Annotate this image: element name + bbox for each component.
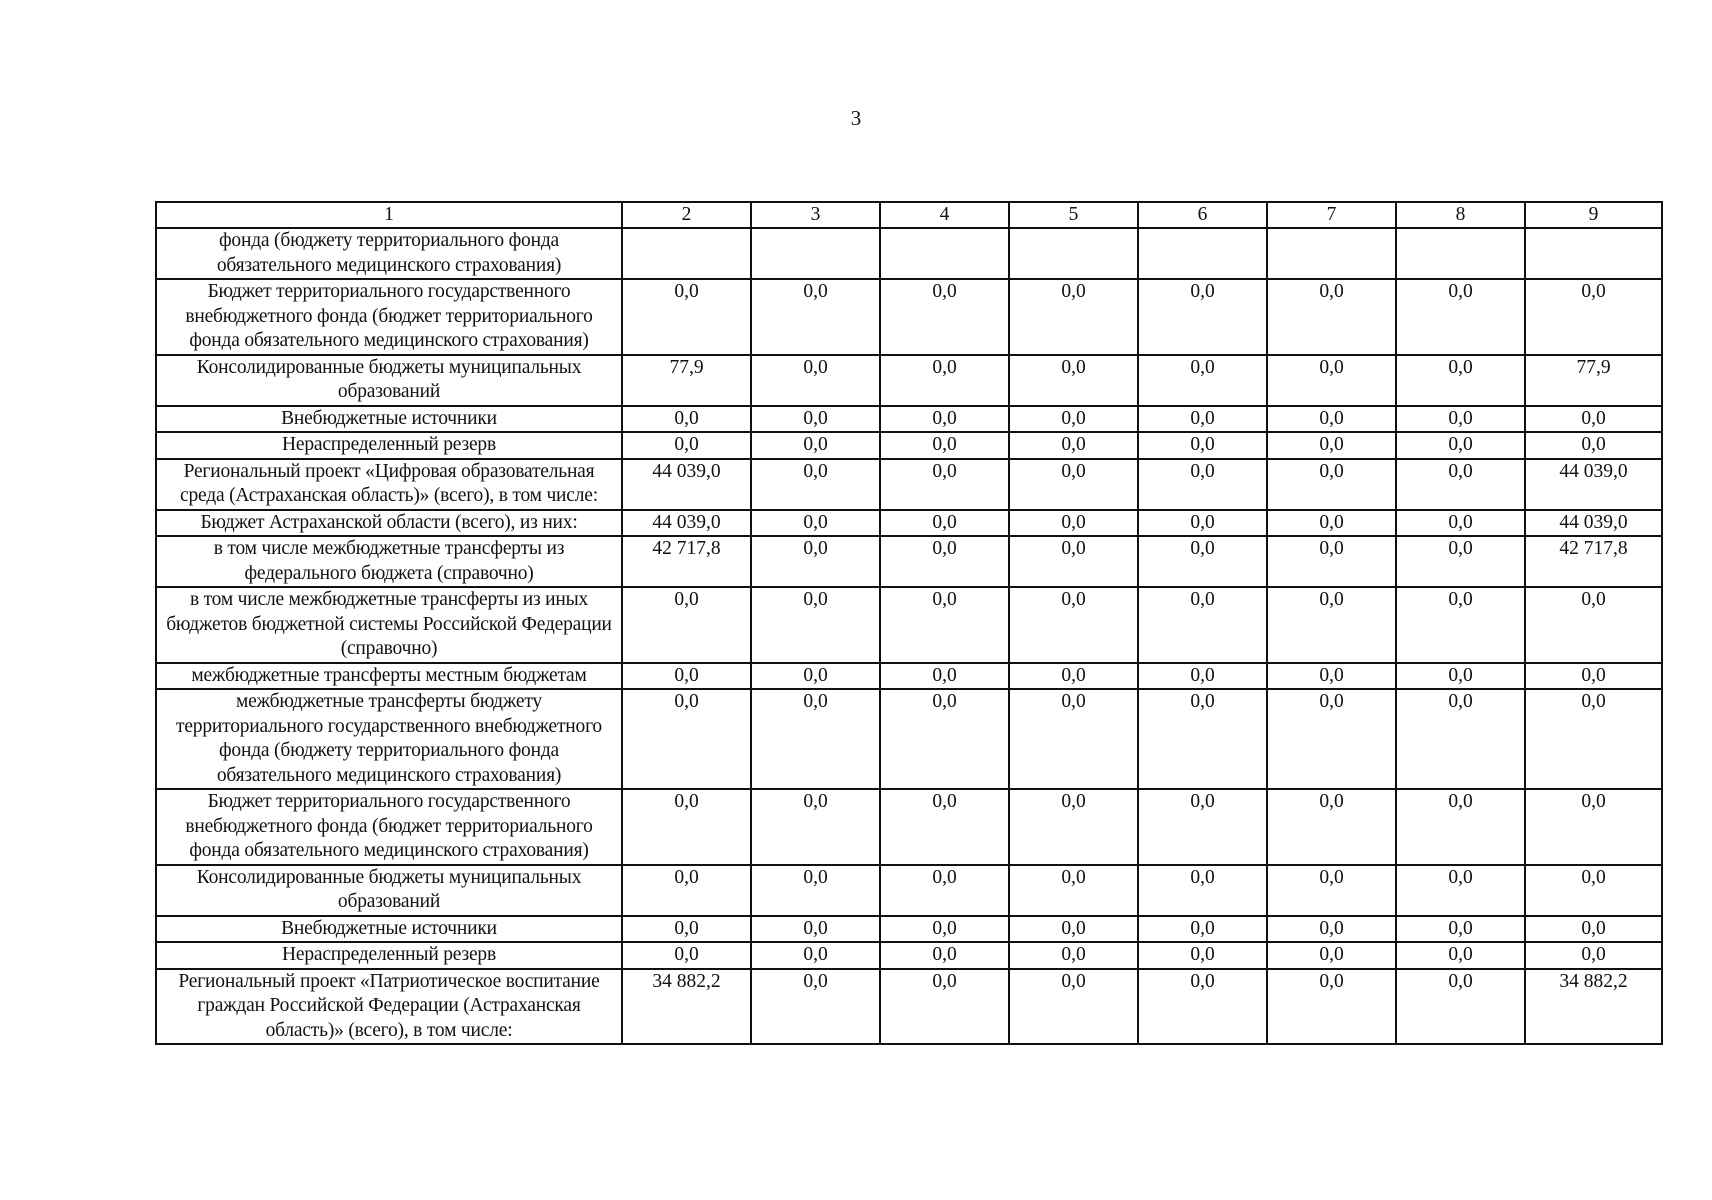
value-cell: 0,0 xyxy=(1267,355,1396,406)
value-cell: 0,0 xyxy=(880,969,1009,1045)
value-cell: 0,0 xyxy=(1396,459,1525,510)
value-cell: 0,0 xyxy=(1525,663,1662,690)
value-cell: 0,0 xyxy=(622,865,751,916)
value-cell: 0,0 xyxy=(751,459,880,510)
row-label: в том числе межбюджетные трансферты из федерального бюджета (справочно) xyxy=(156,536,622,587)
value-cell: 44 039,0 xyxy=(1525,459,1662,510)
row-label: Бюджет территориального государственного внебюджетного фонда (бюджет территориального фонда обязательного медицинского страхования) xyxy=(156,789,622,865)
value-cell: 0,0 xyxy=(751,536,880,587)
value-cell: 0,0 xyxy=(1009,789,1138,865)
value-cell: 0,0 xyxy=(1138,865,1267,916)
value-cell xyxy=(1525,228,1662,279)
value-cell: 0,0 xyxy=(1138,942,1267,969)
value-cell: 0,0 xyxy=(1525,789,1662,865)
value-cell: 0,0 xyxy=(1267,432,1396,459)
value-cell xyxy=(1267,228,1396,279)
value-cell xyxy=(1138,228,1267,279)
value-cell: 0,0 xyxy=(751,406,880,433)
column-header: 1 xyxy=(156,202,622,228)
value-cell: 0,0 xyxy=(751,916,880,943)
value-cell: 0,0 xyxy=(1009,587,1138,663)
value-cell: 0,0 xyxy=(751,355,880,406)
value-cell: 0,0 xyxy=(1009,969,1138,1045)
value-cell: 0,0 xyxy=(880,663,1009,690)
value-cell: 0,0 xyxy=(622,406,751,433)
value-cell: 0,0 xyxy=(751,689,880,789)
value-cell: 0,0 xyxy=(1009,865,1138,916)
table-body xyxy=(156,228,1662,1044)
value-cell: 0,0 xyxy=(1396,942,1525,969)
value-cell: 42 717,8 xyxy=(622,536,751,587)
value-cell xyxy=(751,228,880,279)
value-cell: 77,9 xyxy=(622,355,751,406)
value-cell: 0,0 xyxy=(1138,916,1267,943)
value-cell: 0,0 xyxy=(880,510,1009,537)
value-cell: 0,0 xyxy=(1009,459,1138,510)
value-cell: 0,0 xyxy=(1396,916,1525,943)
value-cell: 0,0 xyxy=(1267,969,1396,1045)
value-cell: 0,0 xyxy=(1396,536,1525,587)
table-row xyxy=(156,228,1662,279)
value-cell: 0,0 xyxy=(1138,587,1267,663)
value-cell: 0,0 xyxy=(1525,432,1662,459)
value-cell xyxy=(880,228,1009,279)
table-row xyxy=(156,942,1662,969)
row-label: Нераспределенный резерв xyxy=(156,432,622,459)
value-cell: 0,0 xyxy=(751,587,880,663)
value-cell: 0,0 xyxy=(880,406,1009,433)
value-cell: 0,0 xyxy=(880,689,1009,789)
value-cell: 0,0 xyxy=(622,689,751,789)
row-label: Бюджет Астраханской области (всего), из них: xyxy=(156,510,622,537)
value-cell: 0,0 xyxy=(1009,663,1138,690)
value-cell: 0,0 xyxy=(751,942,880,969)
table-row xyxy=(156,587,1662,663)
value-cell: 0,0 xyxy=(751,510,880,537)
table-header-row xyxy=(156,202,1662,228)
value-cell: 0,0 xyxy=(1009,432,1138,459)
value-cell: 0,0 xyxy=(1396,587,1525,663)
value-cell: 0,0 xyxy=(622,663,751,690)
row-label: Региональный проект «Цифровая образовательная среда (Астраханская область)» (всего), в том числе: xyxy=(156,459,622,510)
row-label: Региональный проект «Патриотическое воспитание граждан Российской Федерации (Астраханская область)» (всего), в том числе: xyxy=(156,969,622,1045)
value-cell: 44 039,0 xyxy=(1525,510,1662,537)
row-label: в том числе межбюджетные трансферты из иных бюджетов бюджетной системы Российской Федерации (справочно) xyxy=(156,587,622,663)
value-cell: 0,0 xyxy=(622,942,751,969)
value-cell: 0,0 xyxy=(1267,459,1396,510)
table-row xyxy=(156,406,1662,433)
value-cell: 0,0 xyxy=(1138,689,1267,789)
column-header: 4 xyxy=(880,202,1009,228)
table-row xyxy=(156,865,1662,916)
table-row xyxy=(156,969,1662,1045)
value-cell: 0,0 xyxy=(1009,510,1138,537)
column-header: 6 xyxy=(1138,202,1267,228)
row-label: межбюджетные трансферты бюджету территориального государственного внебюджетного фонда (бюджету территориального фонда обязательного медицинского страхования) xyxy=(156,689,622,789)
value-cell: 0,0 xyxy=(880,587,1009,663)
row-label: Консолидированные бюджеты муниципальных образований xyxy=(156,865,622,916)
value-cell: 0,0 xyxy=(1009,689,1138,789)
value-cell: 0,0 xyxy=(1138,536,1267,587)
value-cell: 0,0 xyxy=(751,663,880,690)
row-label: фонда (бюджету территориального фонда обязательного медицинского страхования) xyxy=(156,228,622,279)
table-row xyxy=(156,279,1662,355)
value-cell: 34 882,2 xyxy=(622,969,751,1045)
column-header: 9 xyxy=(1525,202,1662,228)
value-cell: 0,0 xyxy=(1009,536,1138,587)
table-row xyxy=(156,432,1662,459)
table-row xyxy=(156,510,1662,537)
row-label: Внебюджетные источники xyxy=(156,916,622,943)
value-cell: 0,0 xyxy=(1267,279,1396,355)
row-label: межбюджетные трансферты местным бюджетам xyxy=(156,663,622,690)
page-number: 3 xyxy=(850,106,862,130)
value-cell: 0,0 xyxy=(1396,406,1525,433)
value-cell: 0,0 xyxy=(1396,689,1525,789)
table-row xyxy=(156,916,1662,943)
value-cell: 77,9 xyxy=(1525,355,1662,406)
value-cell: 0,0 xyxy=(751,279,880,355)
row-label: Консолидированные бюджеты муниципальных образований xyxy=(156,355,622,406)
value-cell: 0,0 xyxy=(1525,942,1662,969)
table-row xyxy=(156,536,1662,587)
column-header: 2 xyxy=(622,202,751,228)
table-row xyxy=(156,663,1662,690)
value-cell: 0,0 xyxy=(880,942,1009,969)
value-cell: 0,0 xyxy=(1138,510,1267,537)
value-cell: 0,0 xyxy=(1267,587,1396,663)
value-cell: 0,0 xyxy=(1009,916,1138,943)
value-cell: 0,0 xyxy=(1525,916,1662,943)
row-label: Внебюджетные источники xyxy=(156,406,622,433)
value-cell: 0,0 xyxy=(1396,789,1525,865)
value-cell: 0,0 xyxy=(1525,406,1662,433)
value-cell: 0,0 xyxy=(880,432,1009,459)
value-cell: 0,0 xyxy=(1396,969,1525,1045)
row-label: Нераспределенный резерв xyxy=(156,942,622,969)
value-cell: 0,0 xyxy=(1267,663,1396,690)
value-cell: 0,0 xyxy=(622,279,751,355)
value-cell: 0,0 xyxy=(751,432,880,459)
row-label: Бюджет территориального государственного внебюджетного фонда (бюджет территориального фонда обязательного медицинского страхования) xyxy=(156,279,622,355)
value-cell: 44 039,0 xyxy=(622,459,751,510)
column-header: 7 xyxy=(1267,202,1396,228)
value-cell: 0,0 xyxy=(1396,663,1525,690)
value-cell: 0,0 xyxy=(622,789,751,865)
value-cell: 0,0 xyxy=(622,587,751,663)
column-header: 3 xyxy=(751,202,880,228)
value-cell xyxy=(1009,228,1138,279)
value-cell: 0,0 xyxy=(1138,432,1267,459)
table-row xyxy=(156,689,1662,789)
value-cell: 0,0 xyxy=(1525,279,1662,355)
value-cell: 42 717,8 xyxy=(1525,536,1662,587)
column-header: 5 xyxy=(1009,202,1138,228)
table-row xyxy=(156,789,1662,865)
value-cell: 0,0 xyxy=(1525,587,1662,663)
value-cell: 0,0 xyxy=(1396,279,1525,355)
value-cell: 0,0 xyxy=(622,916,751,943)
value-cell: 0,0 xyxy=(622,432,751,459)
value-cell: 0,0 xyxy=(1396,865,1525,916)
value-cell: 0,0 xyxy=(880,536,1009,587)
value-cell: 0,0 xyxy=(1009,942,1138,969)
value-cell: 34 882,2 xyxy=(1525,969,1662,1045)
value-cell: 0,0 xyxy=(880,916,1009,943)
value-cell: 0,0 xyxy=(1267,865,1396,916)
value-cell: 0,0 xyxy=(1009,355,1138,406)
value-cell: 0,0 xyxy=(751,969,880,1045)
value-cell xyxy=(1396,228,1525,279)
value-cell: 44 039,0 xyxy=(622,510,751,537)
value-cell: 0,0 xyxy=(880,459,1009,510)
value-cell: 0,0 xyxy=(1525,865,1662,916)
value-cell: 0,0 xyxy=(880,789,1009,865)
value-cell: 0,0 xyxy=(1009,279,1138,355)
budget-table xyxy=(155,201,1663,1045)
column-header: 8 xyxy=(1396,202,1525,228)
value-cell: 0,0 xyxy=(1267,789,1396,865)
table-row xyxy=(156,355,1662,406)
value-cell: 0,0 xyxy=(1009,406,1138,433)
value-cell: 0,0 xyxy=(1138,406,1267,433)
value-cell: 0,0 xyxy=(1138,663,1267,690)
value-cell: 0,0 xyxy=(1138,789,1267,865)
value-cell: 0,0 xyxy=(1267,536,1396,587)
value-cell: 0,0 xyxy=(1267,916,1396,943)
value-cell: 0,0 xyxy=(751,789,880,865)
value-cell: 0,0 xyxy=(1396,355,1525,406)
value-cell: 0,0 xyxy=(1138,969,1267,1045)
value-cell: 0,0 xyxy=(880,355,1009,406)
value-cell: 0,0 xyxy=(1138,279,1267,355)
value-cell: 0,0 xyxy=(1525,689,1662,789)
value-cell: 0,0 xyxy=(1267,406,1396,433)
value-cell: 0,0 xyxy=(1267,689,1396,789)
value-cell: 0,0 xyxy=(1396,510,1525,537)
value-cell: 0,0 xyxy=(1267,510,1396,537)
value-cell: 0,0 xyxy=(1396,432,1525,459)
value-cell: 0,0 xyxy=(751,865,880,916)
value-cell: 0,0 xyxy=(1138,459,1267,510)
value-cell: 0,0 xyxy=(880,279,1009,355)
value-cell: 0,0 xyxy=(880,865,1009,916)
table-row xyxy=(156,459,1662,510)
value-cell: 0,0 xyxy=(1267,942,1396,969)
value-cell: 0,0 xyxy=(1138,355,1267,406)
value-cell xyxy=(622,228,751,279)
